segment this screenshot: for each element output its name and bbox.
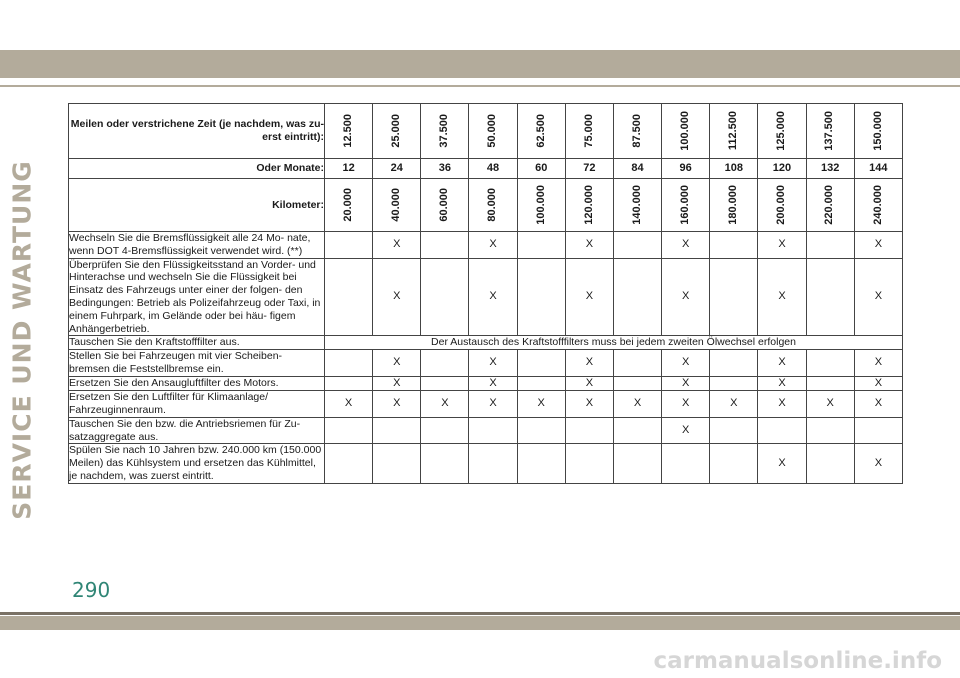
task-description: Ersetzen Sie den Ansaugluftfilter des Motors.	[69, 376, 325, 390]
top-decor-line	[0, 85, 960, 87]
km-header-value: 80.000	[486, 187, 499, 222]
interval-mark: X	[469, 258, 517, 336]
miles-header-value: 137.500	[823, 110, 836, 151]
interval-mark: X	[662, 376, 710, 390]
miles-header-value: 62.500	[534, 113, 547, 148]
months-header-value: 36	[421, 159, 469, 179]
interval-mark: X	[517, 391, 565, 418]
interval-mark	[325, 350, 373, 377]
table-row	[69, 391, 903, 418]
interval-mark: X	[469, 391, 517, 418]
interval-mark	[325, 258, 373, 336]
months-header-value: 132	[806, 159, 854, 179]
km-header-cell	[854, 179, 902, 232]
interval-mark	[710, 376, 758, 390]
interval-mark	[517, 350, 565, 377]
miles-header-cell	[806, 104, 854, 159]
interval-mark	[517, 232, 565, 259]
km-header-value: 120.000	[582, 184, 595, 225]
bottom-decor-line	[0, 612, 960, 615]
miles-header	[69, 104, 903, 159]
interval-mark	[421, 258, 469, 336]
interval-mark: X	[325, 391, 373, 418]
miles-header-label: Meilen oder verstrichene Zeit (je nachdem, was zu- erst eintritt):	[69, 104, 325, 159]
task-description: Stellen Sie bei Fahrzeugen mit vier Scheiben- bremsen die Feststellbremse ein.	[69, 350, 325, 377]
interval-mark: X	[662, 391, 710, 418]
months-header-value: 48	[469, 159, 517, 179]
top-decor-band	[0, 50, 960, 78]
km-header-value: 180.000	[727, 184, 740, 225]
interval-mark: X	[758, 376, 806, 390]
interval-mark	[710, 417, 758, 444]
months-header-value: 84	[613, 159, 661, 179]
miles-header-cell	[373, 104, 421, 159]
months-header	[69, 159, 903, 179]
interval-mark: X	[806, 391, 854, 418]
interval-mark	[613, 376, 661, 390]
miles-header-cell	[613, 104, 661, 159]
interval-mark: X	[758, 232, 806, 259]
table-row	[69, 444, 903, 483]
interval-mark	[710, 350, 758, 377]
interval-mark	[325, 376, 373, 390]
maintenance-schedule-table	[68, 103, 903, 484]
interval-mark	[806, 376, 854, 390]
interval-mark: X	[565, 258, 613, 336]
km-header-cell	[421, 179, 469, 232]
interval-mark: X	[710, 391, 758, 418]
interval-mark	[421, 444, 469, 483]
interval-mark	[373, 444, 421, 483]
interval-mark	[517, 258, 565, 336]
interval-mark	[325, 232, 373, 259]
miles-header-cell	[517, 104, 565, 159]
interval-mark: X	[854, 232, 902, 259]
km-header-cell	[662, 179, 710, 232]
interval-mark: X	[469, 376, 517, 390]
interval-mark	[613, 417, 661, 444]
interval-mark: X	[758, 444, 806, 483]
interval-mark: X	[373, 258, 421, 336]
task-description: Überprüfen Sie den Flüssigkeitsstand an Vorder- und Hinterachse und wechseln Sie die Flüssigkeit bei Einsatz des Fahrzeugs unter einer der folgen- den Bedingungen: Betrieb als Polizeifahrzeug oder Taxi, in einem Fuhrpark, im Gelände oder bei häu- figem Anhängerbetrieb.	[69, 258, 325, 336]
km-header-cell	[806, 179, 854, 232]
interval-mark: X	[421, 391, 469, 418]
km-header-value: 160.000	[678, 184, 691, 225]
interval-mark: X	[565, 391, 613, 418]
interval-mark: X	[565, 232, 613, 259]
miles-header-value: 150.000	[871, 110, 884, 151]
interval-mark: X	[662, 417, 710, 444]
interval-mark	[421, 350, 469, 377]
interval-mark	[806, 444, 854, 483]
interval-note: Der Austausch des Kraftstofffilters muss bei jedem zweiten Ölwechsel erfolgen	[325, 336, 903, 350]
interval-mark	[613, 350, 661, 377]
interval-mark: X	[373, 232, 421, 259]
interval-mark: X	[854, 391, 902, 418]
months-header-label: Oder Monate:	[69, 159, 325, 179]
miles-header-value: 87.500	[630, 113, 643, 148]
page-number: 290	[72, 578, 111, 602]
months-header-value: 72	[565, 159, 613, 179]
task-description: Tauschen Sie den Kraftstofffilter aus.	[69, 336, 325, 350]
interval-mark: X	[758, 350, 806, 377]
interval-mark: X	[854, 350, 902, 377]
interval-mark	[565, 417, 613, 444]
task-description: Wechseln Sie die Bremsflüssigkeit alle 24 Mo- nate, wenn DOT 4-Bremsflüssigkeit verwendet wird. (**)	[69, 232, 325, 259]
km-header-cell	[758, 179, 806, 232]
interval-mark	[806, 350, 854, 377]
miles-header-cell	[421, 104, 469, 159]
miles-header-value: 112.500	[727, 111, 740, 151]
interval-mark	[710, 444, 758, 483]
interval-mark	[469, 444, 517, 483]
interval-mark	[325, 444, 373, 483]
interval-mark: X	[662, 232, 710, 259]
interval-mark: X	[854, 444, 902, 483]
bottom-decor-band	[0, 616, 960, 630]
interval-mark: X	[565, 350, 613, 377]
km-header-cell	[373, 179, 421, 232]
km-header-cell	[469, 179, 517, 232]
interval-mark	[325, 417, 373, 444]
miles-header-cell	[662, 104, 710, 159]
miles-header-value: 50.000	[486, 113, 499, 148]
months-header-value: 120	[758, 159, 806, 179]
interval-mark	[613, 232, 661, 259]
interval-mark	[806, 258, 854, 336]
interval-mark: X	[854, 258, 902, 336]
interval-mark	[613, 258, 661, 336]
interval-mark	[710, 258, 758, 336]
km-header-value: 200.000	[775, 184, 788, 225]
km-header-value: 220.000	[823, 184, 836, 225]
table-row	[69, 350, 903, 377]
interval-mark	[421, 232, 469, 259]
months-header-value: 108	[710, 159, 758, 179]
interval-mark: X	[373, 391, 421, 418]
interval-mark: X	[662, 258, 710, 336]
months-header-value: 96	[662, 159, 710, 179]
interval-mark	[806, 417, 854, 444]
miles-header-value: 125.000	[775, 110, 788, 151]
miles-header-cell	[854, 104, 902, 159]
km-header-value: 20.000	[341, 187, 354, 222]
interval-mark	[421, 376, 469, 390]
interval-mark	[469, 417, 517, 444]
km-header-cell	[710, 179, 758, 232]
km-header-cell	[325, 179, 373, 232]
section-side-title: SERVICE UND WARTUNG	[7, 160, 37, 520]
miles-header-value: 37.500	[438, 113, 451, 148]
task-description: Spülen Sie nach 10 Jahren bzw. 240.000 km (150.000 Meilen) das Kühlsystem und ersetzen das Kühlmittel, je nachdem, was zuerst eintritt.	[69, 444, 325, 483]
months-header-value: 12	[325, 159, 373, 179]
km-header-value: 40.000	[390, 187, 403, 222]
miles-header-value: 12.500	[341, 113, 354, 148]
miles-header-cell	[469, 104, 517, 159]
interval-mark: X	[854, 376, 902, 390]
miles-header-value: 100.000	[678, 110, 691, 151]
table-row	[69, 376, 903, 390]
km-header-value: 240.000	[871, 184, 884, 225]
interval-mark	[517, 376, 565, 390]
km-header-cell	[613, 179, 661, 232]
km-header-value: 100.000	[534, 184, 547, 225]
interval-mark	[517, 444, 565, 483]
interval-mark: X	[373, 350, 421, 377]
interval-mark: X	[662, 350, 710, 377]
interval-mark	[758, 417, 806, 444]
interval-mark: X	[758, 258, 806, 336]
interval-mark: X	[469, 232, 517, 259]
miles-header-cell	[325, 104, 373, 159]
table-row	[69, 232, 903, 259]
interval-mark: X	[565, 376, 613, 390]
miles-header-cell	[758, 104, 806, 159]
km-header-value: 60.000	[438, 187, 451, 222]
km-header-cell	[517, 179, 565, 232]
months-header-value: 144	[854, 159, 902, 179]
interval-mark	[806, 232, 854, 259]
miles-header-value: 25.000	[390, 113, 403, 148]
interval-mark	[613, 444, 661, 483]
table-row	[69, 417, 903, 444]
km-header-cell	[565, 179, 613, 232]
interval-mark: X	[469, 350, 517, 377]
km-header-value: 140.000	[630, 184, 643, 225]
months-header-value: 60	[517, 159, 565, 179]
interval-mark	[854, 417, 902, 444]
interval-mark	[517, 417, 565, 444]
miles-header-cell	[710, 104, 758, 159]
interval-mark	[373, 417, 421, 444]
interval-mark: X	[373, 376, 421, 390]
miles-header-cell	[565, 104, 613, 159]
months-header-value: 24	[373, 159, 421, 179]
interval-mark: X	[613, 391, 661, 418]
interval-mark	[421, 417, 469, 444]
watermark: carmanualsonline.info	[653, 648, 942, 674]
task-description: Tauschen Sie den bzw. die Antriebsriemen für Zu- satzaggregate aus.	[69, 417, 325, 444]
miles-header-value: 75.000	[582, 113, 595, 148]
table-row	[69, 258, 903, 336]
table-row	[69, 336, 903, 350]
km-header-label: Kilometer:	[69, 179, 325, 232]
km-header	[69, 179, 903, 232]
interval-mark	[710, 232, 758, 259]
interval-mark	[565, 444, 613, 483]
task-description: Ersetzen Sie den Luftfilter für Klimaanlage/ Fahrzeuginnenraum.	[69, 391, 325, 418]
interval-mark: X	[758, 391, 806, 418]
interval-mark	[662, 444, 710, 483]
